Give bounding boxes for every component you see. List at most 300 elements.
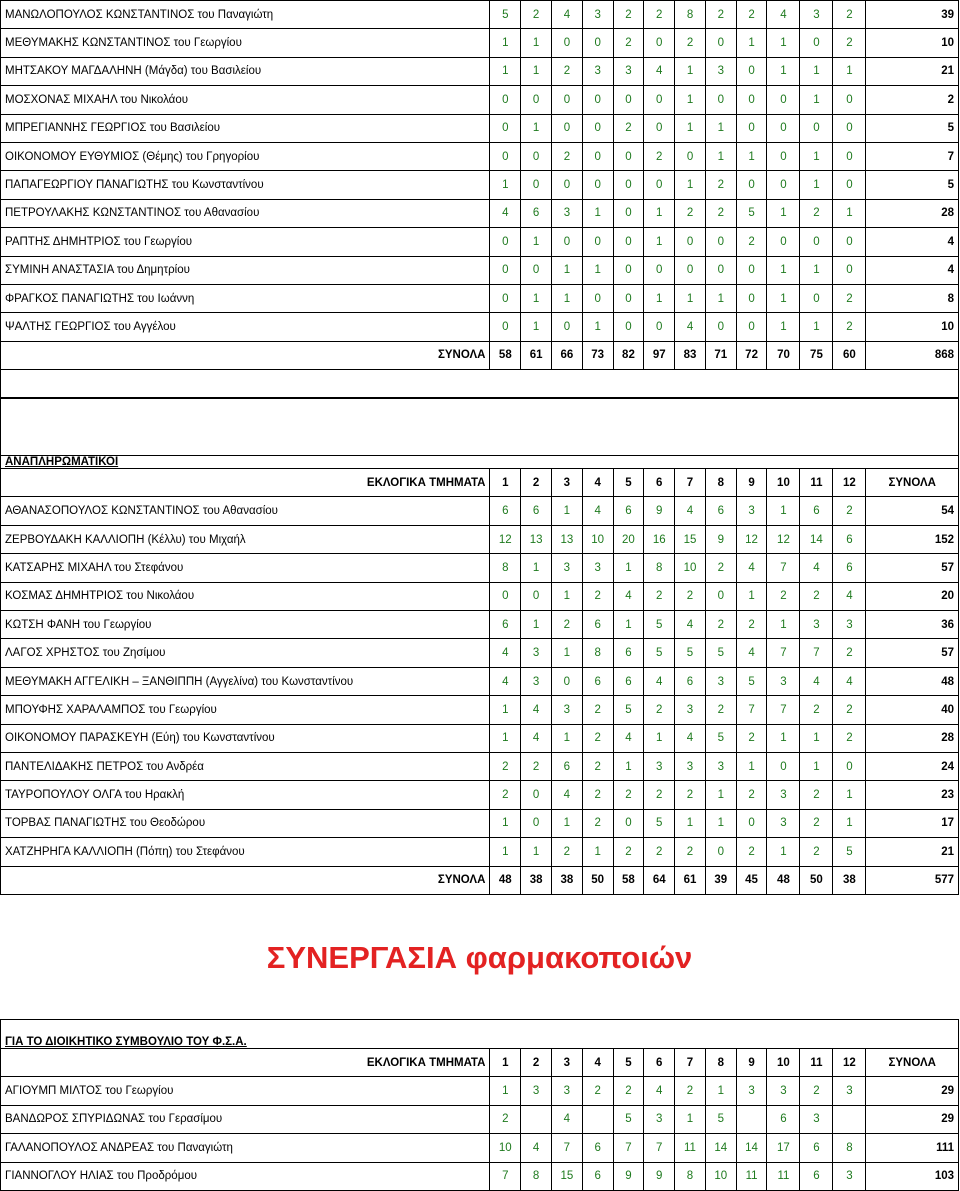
candidate-name: ΛΑΓΟΣ ΧΡΗΣΤΟΣ του Ζησίμου [1,639,490,667]
column-total: 61 [521,341,552,369]
vote-cell: 2 [521,752,552,780]
vote-cell: 4 [833,582,866,610]
table-row [1,142,959,170]
candidate-name: ΜΟΣΧΟΝΑΣ ΜΙΧΑΗΛ του Νικολάου [1,86,490,114]
vote-cell: 0 [490,284,521,312]
candidate-name: ΧΑΤΖΗΡΗΓΑ ΚΑΛΛΙΟΠΗ (Πόπη) του Στεφάνου [1,838,490,866]
vote-cell: 1 [551,582,582,610]
candidate-name: ΜΕΘΥΜΑΚΗΣ ΚΩΝΣΤΑΝΤΙΝΟΣ του Γεωργίου [1,29,490,57]
vote-cell: 4 [490,639,521,667]
vote-cell: 0 [736,284,767,312]
row-total: 111 [866,1134,959,1162]
vote-cell: 1 [705,809,736,837]
vote-cell: 4 [833,667,866,695]
vote-cell: 2 [551,838,582,866]
header-label: ΕΚΛΟΓΙΚΑ ΤΜΗΜΑΤΑ [1,1048,490,1076]
vote-cell: 3 [582,1,613,29]
vote-cell: 2 [582,724,613,752]
table-row [1,313,959,341]
vote-cell: 1 [736,142,767,170]
vote-cell: 3 [552,199,583,227]
vote-cell: 6 [582,1134,613,1162]
vote-cell: 0 [613,313,644,341]
vote-cell: 2 [736,781,767,809]
vote-cell: 0 [736,313,767,341]
vote-cell: 0 [521,171,552,199]
vote-cell: 3 [767,809,800,837]
vote-cell: 7 [767,554,800,582]
vote-cell: 0 [767,114,800,142]
blank-cell [1,399,959,456]
vote-cell: 2 [644,781,675,809]
vote-cell: 1 [800,724,833,752]
vote-cell: 1 [705,1077,736,1105]
vote-cell: 1 [490,696,521,724]
vote-cell: 0 [800,228,833,256]
column-header: 5 [613,1048,644,1076]
vote-cell: 0 [644,29,675,57]
vote-cell: 1 [490,724,521,752]
vote-cell: 14 [800,525,833,553]
vote-cell: 0 [705,29,736,57]
vote-cell: 1 [521,57,552,85]
vote-cell: 2 [582,696,613,724]
vote-cell: 6 [613,497,644,525]
vote-cell: 4 [675,313,706,341]
vote-cell: 1 [521,554,552,582]
vote-cell: 0 [736,57,767,85]
vote-cell: 4 [551,1105,582,1133]
column-total: 50 [582,866,613,894]
candidate-name: ΜΠΟΥΦΗΣ ΧΑΡΑΛΑΜΠΟΣ του Γεωργίου [1,696,490,724]
vote-cell: 2 [613,29,644,57]
vote-cell: 1 [767,284,800,312]
vote-cell: 0 [736,171,767,199]
vote-cell: 1 [521,29,552,57]
column-header: 2 [521,1048,552,1076]
vote-cell: 0 [705,838,736,866]
column-total: 66 [552,341,583,369]
vote-cell: 3 [644,752,675,780]
table-row [1,1134,959,1162]
vote-cell: 0 [490,86,521,114]
vote-cell: 9 [644,497,675,525]
vote-cell: 1 [767,313,800,341]
vote-cell: 0 [644,171,675,199]
vote-cell: 0 [521,256,552,284]
vote-cell: 1 [675,809,706,837]
vote-cell: 2 [675,838,706,866]
results-table-substitutes-body [1,399,959,895]
vote-cell: 4 [582,497,613,525]
blank-row [1,370,959,398]
vote-cell: 3 [551,1077,582,1105]
vote-cell: 1 [644,724,675,752]
vote-cell: 0 [736,256,767,284]
vote-cell: 8 [490,554,521,582]
grand-total: 577 [866,866,959,894]
results-table-main-body [1,1,959,398]
vote-cell: 1 [767,497,800,525]
vote-cell: 7 [800,639,833,667]
vote-cell: 2 [490,752,521,780]
vote-cell: 0 [705,228,736,256]
vote-cell: 0 [521,781,552,809]
column-total: 70 [767,341,800,369]
vote-cell: 3 [521,639,552,667]
candidate-name: ΚΩΤΣΗ ΦΑΝΗ του Γεωργίου [1,611,490,639]
candidate-name: ΚΟΣΜΑΣ ΔΗΜΗΤΡΙΟΣ του Νικολάου [1,582,490,610]
vote-cell: 10 [490,1134,521,1162]
section-title: ΓΙΑ ΤΟ ΔΙΟΙΚΗΤΙΚΟ ΣΥΜΒΟΥΛΙΟ ΤΟΥ Φ.Σ.Α. [1,1019,959,1048]
vote-cell: 9 [613,1162,644,1190]
vote-cell: 2 [736,228,767,256]
table-row [1,57,959,85]
vote-cell: 2 [800,781,833,809]
vote-cell: 6 [800,497,833,525]
vote-cell: 2 [613,1,644,29]
vote-cell: 2 [800,1077,833,1105]
vote-cell: 0 [582,228,613,256]
column-header: 7 [675,1048,706,1076]
vote-cell: 0 [613,142,644,170]
vote-cell: 2 [675,199,706,227]
vote-cell: 7 [767,639,800,667]
vote-cell: 17 [767,1134,800,1162]
vote-cell: 0 [675,142,706,170]
table-row [1,724,959,752]
vote-cell: 1 [767,611,800,639]
vote-cell: 2 [833,284,866,312]
column-total: 38 [833,866,866,894]
column-total: 71 [705,341,736,369]
vote-cell: 0 [767,171,800,199]
column-total: 39 [705,866,736,894]
vote-cell: 2 [736,724,767,752]
table-row [1,781,959,809]
vote-cell: 2 [490,781,521,809]
vote-cell: 2 [582,781,613,809]
row-total: 28 [866,724,959,752]
column-header: 11 [800,1048,833,1076]
vote-cell: 4 [613,582,644,610]
vote-cell: 4 [552,1,583,29]
column-total: 75 [800,341,833,369]
coalition-title: ΣΥΝΕΡΓΑΣΙΑ φαρμακοποιών [266,939,693,975]
column-header: 6 [644,469,675,497]
vote-cell: 0 [675,256,706,284]
vote-cell: 2 [582,752,613,780]
vote-cell: 1 [800,86,833,114]
column-header: 9 [736,469,767,497]
candidate-name: ΜΕΘΥΜΑΚΗ ΑΓΓΕΛΙΚΗ – ΞΑΝΘΙΠΠΗ (Αγγελίνα) του Κωνσταντίνου [1,667,490,695]
row-total: 4 [866,228,959,256]
vote-cell: 6 [521,497,552,525]
vote-cell: 1 [644,284,675,312]
vote-cell: 0 [736,114,767,142]
section-row [1,1019,959,1048]
column-total: 48 [767,866,800,894]
column-header: 10 [767,469,800,497]
vote-cell: 1 [833,809,866,837]
vote-cell: 1 [644,199,675,227]
vote-cell: 0 [551,667,582,695]
vote-cell: 2 [800,809,833,837]
vote-cell: 2 [833,1,866,29]
results-table-board [0,1019,959,1191]
vote-cell: 5 [736,667,767,695]
vote-cell: 1 [521,114,552,142]
vote-cell: 0 [613,809,644,837]
vote-cell: 3 [833,1077,866,1105]
vote-cell: 5 [644,611,675,639]
column-header: 1 [490,469,521,497]
vote-cell: 8 [675,1162,706,1190]
vote-cell: 1 [490,171,521,199]
column-total: 82 [613,341,644,369]
vote-cell: 1 [767,57,800,85]
column-total: 73 [582,341,613,369]
vote-cell: 2 [736,1,767,29]
vote-cell: 14 [705,1134,736,1162]
table-row [1,228,959,256]
vote-cell: 11 [736,1162,767,1190]
vote-cell: 2 [705,611,736,639]
vote-cell: 0 [800,284,833,312]
vote-cell: 0 [613,284,644,312]
vote-cell: 3 [800,611,833,639]
vote-cell: 3 [675,752,706,780]
totals-row [1,341,959,369]
candidate-name: ΒΑΝΔΩΡΟΣ ΣΠΥΡΙΔΩΝΑΣ του Γερασίμου [1,1105,490,1133]
blank-cell [1,370,959,398]
vote-cell: 1 [582,199,613,227]
vote-cell: 1 [767,838,800,866]
column-header: 11 [800,469,833,497]
vote-cell: 1 [521,611,552,639]
vote-cell: 2 [521,1,552,29]
vote-cell: 6 [582,667,613,695]
vote-cell: 6 [490,611,521,639]
vote-cell: 0 [833,86,866,114]
vote-cell: 2 [613,1077,644,1105]
vote-cell: 1 [800,313,833,341]
vote-cell: 2 [675,1077,706,1105]
vote-cell: 5 [675,639,706,667]
vote-cell: 0 [613,86,644,114]
table-row [1,1077,959,1105]
row-total: 54 [866,497,959,525]
vote-cell: 0 [644,256,675,284]
vote-cell: 10 [582,525,613,553]
vote-cell: 3 [675,696,706,724]
vote-cell: 2 [736,838,767,866]
candidate-name: ΟΙΚΟΝΟΜΟΥ ΕΥΘΥΜΙΟΣ (Θέμης) του Γρηγορίου [1,142,490,170]
vote-cell: 7 [644,1134,675,1162]
vote-cell: 2 [644,696,675,724]
vote-cell: 0 [705,256,736,284]
column-header: 3 [551,1048,582,1076]
vote-cell: 1 [705,781,736,809]
vote-cell: 2 [705,1,736,29]
row-total: 152 [866,525,959,553]
table-row [1,256,959,284]
results-table-main [0,0,959,398]
candidate-name: ΦΡΑΓΚΟΣ ΠΑΝΑΓΙΩΤΗΣ του Ιωάννη [1,284,490,312]
vote-cell: 0 [552,228,583,256]
vote-cell: 0 [582,114,613,142]
candidate-name: ΖΕΡΒΟΥΔΑΚΗ ΚΑΛΛΙΟΠΗ (Κέλλυ) του Μιχαήλ [1,525,490,553]
vote-cell: 2 [644,582,675,610]
vote-cell: 9 [705,525,736,553]
vote-cell: 4 [551,781,582,809]
totals-row [1,866,959,894]
vote-cell: 0 [521,142,552,170]
vote-cell: 1 [613,554,644,582]
section-title: ΑΝΑΠΛΗΡΩΜΑΤΙΚΟΙ [1,456,959,469]
vote-cell: 1 [705,114,736,142]
vote-cell: 0 [613,256,644,284]
vote-cell: 2 [490,1105,521,1133]
vote-cell: 3 [705,667,736,695]
vote-cell: 2 [705,171,736,199]
vote-cell: 2 [833,29,866,57]
vote-cell: 0 [582,171,613,199]
vote-cell: 0 [644,313,675,341]
vote-cell: 0 [833,142,866,170]
row-total: 48 [866,667,959,695]
vote-cell [582,1105,613,1133]
vote-cell: 3 [736,1077,767,1105]
vote-cell: 0 [767,86,800,114]
vote-cell: 4 [521,724,552,752]
column-header: 9 [736,1048,767,1076]
vote-cell: 16 [644,525,675,553]
vote-cell: 3 [521,667,552,695]
vote-cell: 0 [552,313,583,341]
vote-cell: 1 [736,29,767,57]
column-header-total: ΣΥΝΟΛΑ [866,469,959,497]
vote-cell: 11 [767,1162,800,1190]
table-row [1,554,959,582]
table-row [1,1162,959,1190]
vote-cell: 1 [521,838,552,866]
vote-cell: 0 [767,142,800,170]
vote-cell: 15 [675,525,706,553]
row-total: 5 [866,171,959,199]
vote-cell: 13 [551,525,582,553]
vote-cell: 3 [767,1077,800,1105]
row-total: 4 [866,256,959,284]
vote-cell: 3 [613,57,644,85]
vote-cell: 1 [675,57,706,85]
vote-cell: 0 [833,171,866,199]
vote-cell: 1 [675,1105,706,1133]
vote-cell: 5 [705,1105,736,1133]
vote-cell: 1 [490,1077,521,1105]
row-total: 21 [866,838,959,866]
row-total: 5 [866,114,959,142]
table-row [1,114,959,142]
vote-cell: 2 [551,611,582,639]
vote-cell: 1 [521,313,552,341]
vote-cell: 1 [767,256,800,284]
vote-cell: 1 [582,838,613,866]
vote-cell: 1 [552,256,583,284]
vote-cell: 6 [613,667,644,695]
table-row [1,639,959,667]
vote-cell: 3 [551,696,582,724]
vote-cell: 8 [582,639,613,667]
vote-cell: 4 [800,554,833,582]
vote-cell: 1 [551,497,582,525]
vote-cell: 1 [644,228,675,256]
vote-cell: 2 [675,29,706,57]
vote-cell: 2 [582,1077,613,1105]
column-header: 12 [833,469,866,497]
vote-cell: 1 [767,29,800,57]
vote-cell: 1 [613,611,644,639]
vote-cell: 1 [800,256,833,284]
vote-cell: 6 [613,639,644,667]
candidate-name: ΑΘΑΝΑΣΟΠΟΥΛΟΣ ΚΩΝΣΤΑΝΤΙΝΟΣ του Αθανασίου [1,497,490,525]
vote-cell: 6 [767,1105,800,1133]
vote-cell: 12 [767,525,800,553]
column-header: 10 [767,1048,800,1076]
vote-cell: 4 [521,696,552,724]
vote-cell: 6 [521,199,552,227]
vote-cell: 0 [613,199,644,227]
vote-cell: 1 [736,582,767,610]
column-header: 6 [644,1048,675,1076]
vote-cell: 4 [644,1077,675,1105]
header-row [1,1048,959,1076]
row-total: 57 [866,639,959,667]
vote-cell: 3 [521,1077,552,1105]
vote-cell: 4 [736,554,767,582]
vote-cell: 3 [705,57,736,85]
table-row [1,86,959,114]
spacer [0,1001,959,1019]
column-total: 45 [736,866,767,894]
vote-cell: 0 [833,256,866,284]
column-total: 58 [613,866,644,894]
vote-cell: 1 [833,57,866,85]
vote-cell: 1 [800,752,833,780]
vote-cell: 7 [490,1162,521,1190]
vote-cell: 0 [705,313,736,341]
section-row [1,456,959,469]
vote-cell: 0 [582,142,613,170]
row-total: 36 [866,611,959,639]
candidate-name: ΟΙΚΟΝΟΜΟΥ ΠΑΡΑΣΚΕΥΗ (Εύη) του Κωνσταντίνου [1,724,490,752]
column-header: 1 [490,1048,521,1076]
vote-cell: 2 [552,57,583,85]
row-total: 7 [866,142,959,170]
table-row [1,667,959,695]
column-total: 83 [675,341,706,369]
vote-cell: 8 [675,1,706,29]
column-total: 38 [551,866,582,894]
vote-cell: 11 [675,1134,706,1162]
vote-cell: 1 [521,228,552,256]
vote-cell: 0 [613,228,644,256]
column-total: 58 [490,341,521,369]
vote-cell: 6 [675,667,706,695]
row-total: 40 [866,696,959,724]
vote-cell: 3 [767,667,800,695]
vote-cell: 2 [800,838,833,866]
